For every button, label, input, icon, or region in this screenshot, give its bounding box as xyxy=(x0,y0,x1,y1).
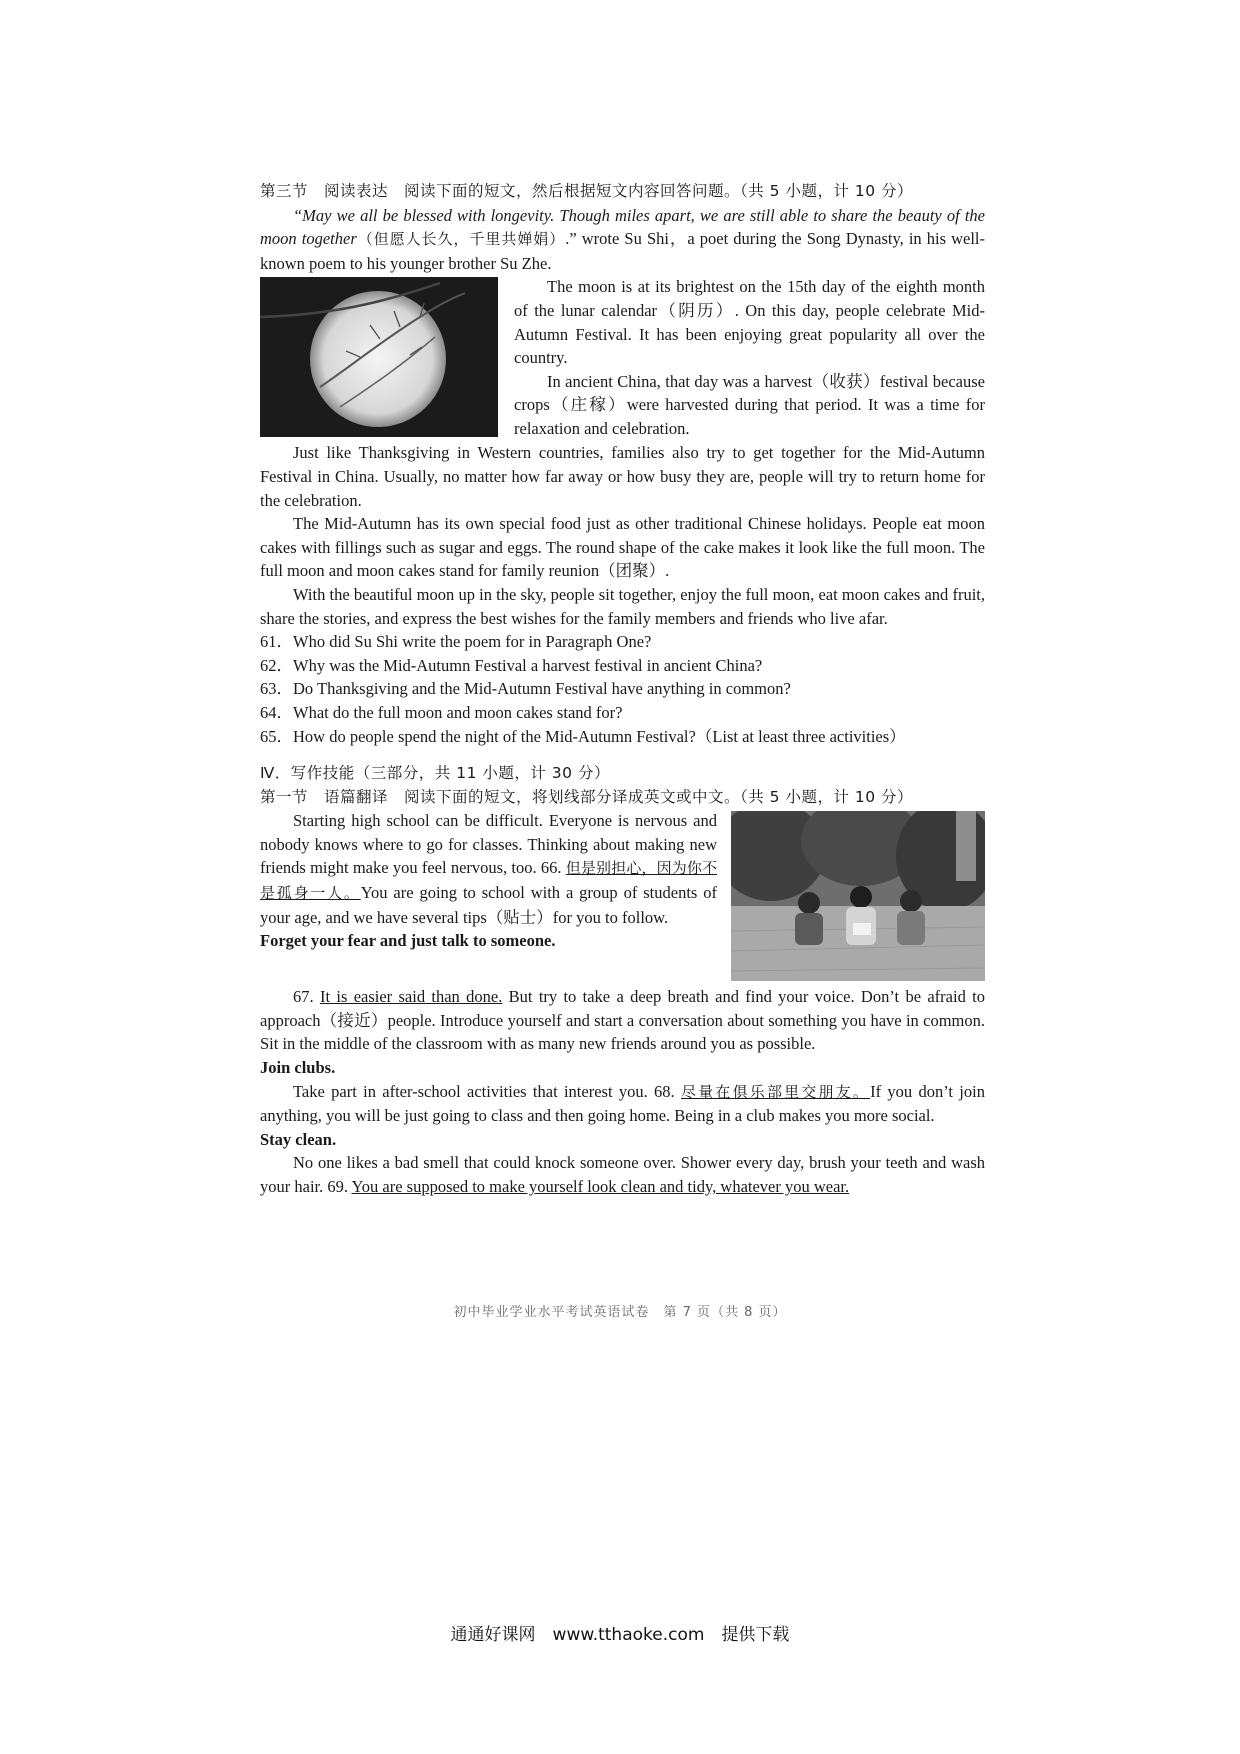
tips-p4-text: No one likes a bad smell that could knock someone over. Shower every day, brush your teeth and wash your hair. 69. xyxy=(260,1153,985,1197)
question-61: 61．Who did Su Shi write the poem for in Paragraph One? xyxy=(260,632,652,652)
poem-translation: （但愿人长久，千里共婵娟） xyxy=(356,230,566,249)
paragraph-3: In ancient China, that day was a harvest（收获）festival because crops（庄稼）were harvested during that period. It was a time for relaxation and celebration. xyxy=(514,371,985,438)
students-illustration xyxy=(731,811,985,981)
translation-68: 尽量在俱乐部里交朋友。 xyxy=(681,1082,871,1101)
tip-heading-1: Forget your fear and just talk to someone. xyxy=(260,931,556,951)
question-62: 62．Why was the Mid-Autumn Festival a harvest festival in ancient China? xyxy=(260,655,763,675)
paragraph-5: The Mid-Autumn has its own special food just as other traditional Chinese holidays. People eat moon cakes with fillings such as sugar and eggs. The round shape of the cake makes it look like the full moon. The full moon and moon cakes stand for family reunion（团聚）. xyxy=(260,514,985,581)
section3-heading: 第三节 阅读表达 阅读下面的短文，然后根据短文内容回答问题。（共 5 小题，计 10 分） xyxy=(260,182,914,200)
paragraph-2: The moon is at its brightest on the 15th day of the eighth month of the lunar calendar（阴历）. On this day, people celebrate Mid-Autumn Festival. It has been enjoying great popularity all over the country. xyxy=(514,277,985,368)
tips-p1-rest: You are going to school with a group of students of your age, and we have several tips（贴士）for you to follow. xyxy=(260,883,717,927)
poem-attribution: .” wrote Su Shi，a poet during the Song Dynasty, in his well-known poem to his younger brother Su Zhe. xyxy=(260,229,986,273)
paragraph-6: With the beautiful moon up in the sky, people sit together, enjoy the full moon, eat moon cakes and fruit, share the stories, and express the best wishes for the family members and friends who live afar. xyxy=(260,584,985,628)
tip-heading-2: Join clubs. xyxy=(260,1058,336,1078)
translation-67: It is easier said than done. xyxy=(319,987,503,1007)
tips-paragraph-4 xyxy=(260,1151,985,1198)
tips-p2-rest: But try to take a deep breath and find your voice. Don’t be afraid to approach（接近）people. Introduce yourself and start a conversation about something you have in common. Sit in the middle of the classroom with as many new friends around you as possible. xyxy=(260,987,985,1054)
tips-p3-rest: If you don’t join anything, you will be just going to class and then going home. Being in a club makes you more social. xyxy=(260,1081,985,1126)
page-footer: 初中毕业学业水平考试英语试卷 第 7 页（共 8 页） xyxy=(453,1305,787,1320)
paragraph-4: Just like Thanksgiving in Western countries, families also try to get together for the Mid-Autumn Festival in China. Usually, no matter how far away or how busy they are, people will try to return home for the celebration. xyxy=(260,443,985,510)
students-photo xyxy=(731,811,985,981)
part4-subheading: 第一节 语篇翻译 阅读下面的短文，将划线部分译成英文或中文。（共 5 小题，计 10 分） xyxy=(260,787,914,806)
question-65: 65．How do people spend the night of the Mid-Autumn Festival?（List at least three activities） xyxy=(260,726,906,746)
translation-66: 但是别担心，因为你不是孤身一人。 xyxy=(260,859,717,903)
translation-69: You are supposed to make yourself look clean and tidy, whatever you wear. xyxy=(351,1177,850,1197)
question-63: 63．Do Thanksgiving and the Mid-Autumn Festival have anything in common? xyxy=(260,679,791,699)
tips-p2-number: 67. xyxy=(293,987,314,1007)
tips-paragraph-2 xyxy=(260,985,985,1056)
exam-page xyxy=(260,180,985,1199)
moon-illustration xyxy=(260,277,498,437)
paragraph-1 xyxy=(260,204,985,276)
site-watermark: 通通好课网 www.tthaoke.com 提供下载 xyxy=(450,1625,790,1645)
question-64: 64．What do the full moon and moon cakes stand for? xyxy=(260,702,623,722)
tips-paragraph-3 xyxy=(260,1080,985,1128)
tips-p1-text: Starting high school can be difficult. Everyone is nervous and nobody knows where to go for classes. Thinking about making new friends might make you feel nervous, too. 66. xyxy=(260,811,717,878)
tip-heading-3: Stay clean. xyxy=(260,1129,337,1149)
poem-quote: “May we all be blessed with longevity. Though miles apart, we are still able to share the beauty of the moon together xyxy=(260,205,985,249)
part4-heading: Ⅳ．写作技能（三部分，共 11 小题，计 30 分） xyxy=(260,764,610,783)
moon-photo xyxy=(260,277,498,437)
tips-p3-text: Take part in after-school activities that interest you. 68. xyxy=(293,1081,675,1101)
